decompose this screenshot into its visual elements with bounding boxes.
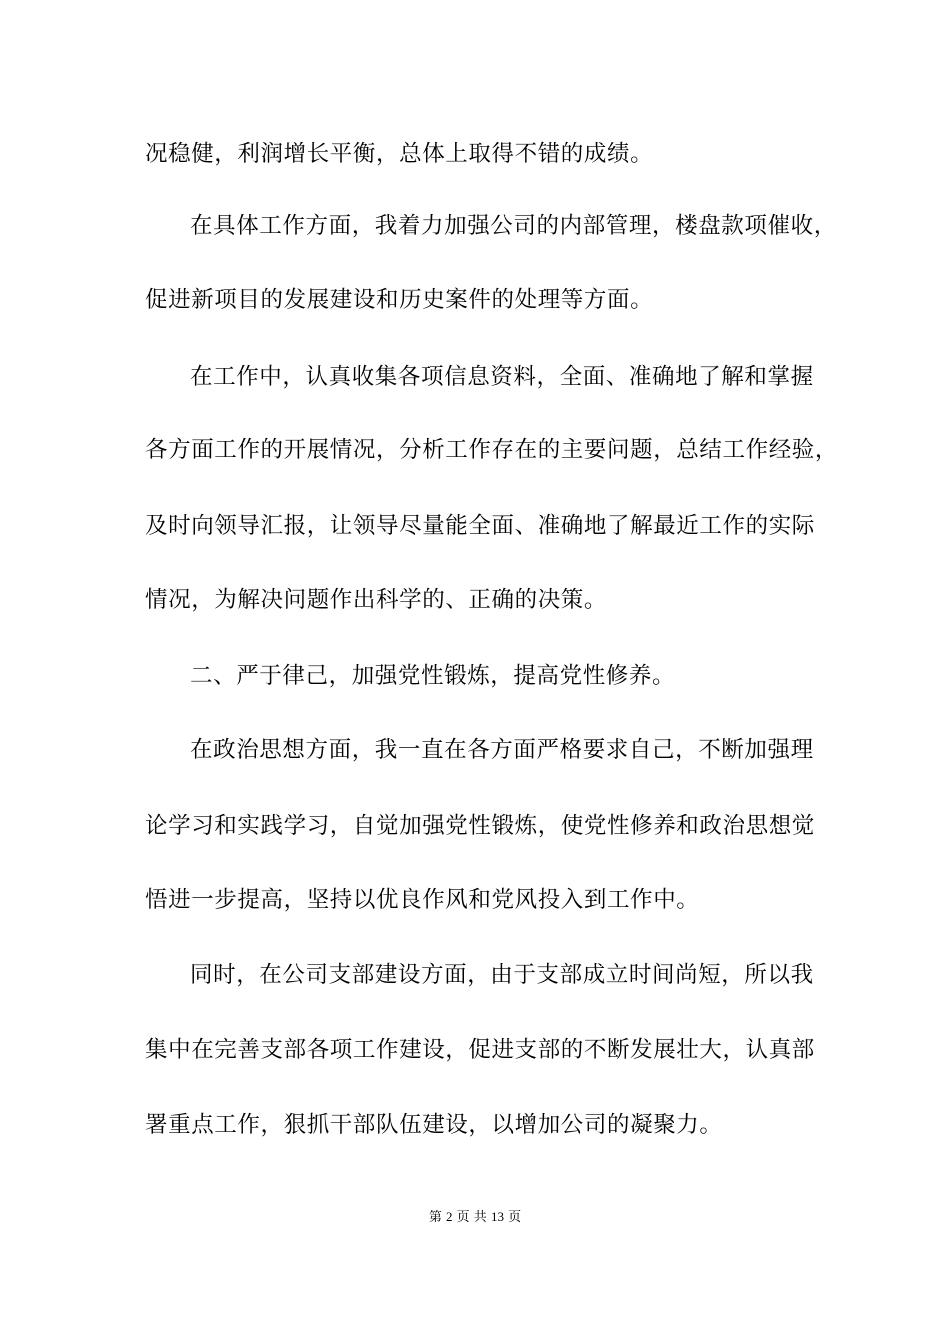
- paragraph-line-13: 集中在完善支部各项工作建设，促进支部的不断发展壮大，认真部: [145, 1037, 815, 1063]
- footer-prefix: 第: [428, 1210, 442, 1225]
- paragraph-line-5: 各方面工作的开展情况，分析工作存在的主要问题，总结工作经验，: [145, 437, 839, 463]
- paragraph-line-14: 署重点工作，狠抓干部队伍建设，以增加公司的凝聚力。: [145, 1112, 723, 1138]
- paragraph-line-2: 在具体工作方面，我着力加强公司的内部管理，楼盘款项催收，: [190, 213, 837, 239]
- paragraph-line-3: 促进新项目的发展建设和历史案件的处理等方面。: [145, 287, 654, 313]
- paragraph-line-9: 在政治思想方面，我一直在各方面严格要求自己，不断加强理: [190, 737, 814, 763]
- section-heading: 二、严于律己，加强党性锻炼，提高党性修养。: [190, 663, 676, 689]
- paragraph-line-6: 及时向领导汇报，让领导尽量能全面、准确地了解最近工作的实际: [145, 513, 815, 539]
- footer-middle: 页 共: [456, 1210, 487, 1225]
- paragraph-line-1: 况稳健，利润增长平衡，总体上取得不错的成绩。: [145, 141, 654, 167]
- paragraph-line-4: 在工作中，认真收集各项信息资料，全面、准确地了解和掌握: [190, 364, 814, 390]
- footer-total-pages: 13: [490, 1209, 504, 1224]
- footer-suffix: 页: [508, 1210, 522, 1225]
- paragraph-line-11: 悟进一步提高，坚持以优良作风和党风投入到工作中。: [145, 887, 700, 913]
- paragraph-line-10: 论学习和实践学习，自觉加强党性锻炼，使党性修养和政治思想觉: [145, 813, 815, 839]
- page-footer: [0, 1209, 950, 1226]
- footer-current-page: 2: [446, 1209, 453, 1224]
- paragraph-line-12: 同时，在公司支部建设方面，由于支部成立时间尚短，所以我: [190, 962, 814, 988]
- paragraph-line-7: 情况，为解决问题作出科学的、正确的决策。: [145, 587, 608, 613]
